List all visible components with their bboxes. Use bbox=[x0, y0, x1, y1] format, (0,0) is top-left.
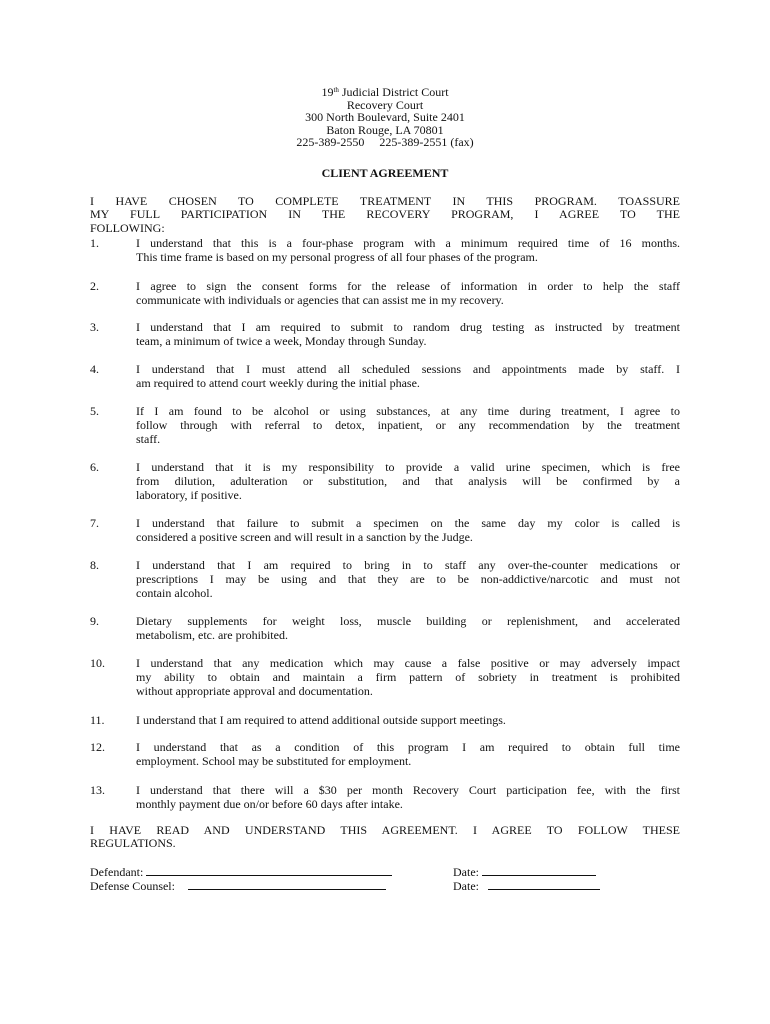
item-line: I understand that there will a $30 per month Recovery Court participation fee, with the first bbox=[136, 783, 680, 797]
street-address: 300 North Boulevard, Suite 2401 bbox=[305, 110, 465, 125]
item-line: This time frame is based on my personal progress of all four phases of the program. bbox=[136, 250, 538, 265]
item-number: 7. bbox=[90, 516, 99, 530]
item-line: I agree to sign the consent forms for the release of information in order to help the staff bbox=[136, 279, 680, 293]
court-name-text: Judicial District Court bbox=[338, 85, 449, 99]
item-number: 6. bbox=[90, 460, 99, 474]
phone-number: 225-389-2550 bbox=[296, 135, 365, 150]
item-line: I understand that I must attend all scheduled sessions and appointments made by staff. I bbox=[136, 362, 680, 376]
item-line: I understand that it is my responsibility to provide a valid urine specimen, which is free bbox=[136, 460, 680, 474]
item-number: 4. bbox=[90, 362, 99, 376]
item-line: from dilution, adulteration or substitution, and that analysis will be confirmed by a bbox=[136, 474, 680, 489]
item-text bbox=[136, 558, 680, 601]
counsel-label: Defense Counsel: bbox=[90, 879, 175, 893]
defendant-signature-field[interactable] bbox=[146, 865, 392, 876]
item-number: 11. bbox=[90, 713, 105, 727]
intro-line: I HAVE CHOSEN TO COMPLETE TREATMENT IN THIS PROGRAM. TOASSURE bbox=[90, 194, 680, 208]
court-header bbox=[0, 86, 770, 149]
item-line: Dietary supplements for weight loss, muscle building or replenishment, and accelerated bbox=[136, 614, 680, 628]
intro-line: FOLLOWING: bbox=[90, 220, 165, 235]
item-text bbox=[136, 236, 680, 264]
item-text bbox=[136, 614, 680, 642]
item-number: 13. bbox=[90, 783, 105, 797]
item-line: team, a minimum of twice a week, Monday through Sunday. bbox=[136, 334, 427, 349]
court-number: 19 bbox=[321, 85, 334, 99]
item-line: monthly payment due on/or before 60 days after intake. bbox=[136, 797, 403, 812]
item-line: follow through with referral to detox, inpatient, or any recommendation by the treatment bbox=[136, 418, 680, 433]
court-name bbox=[0, 86, 770, 99]
city-address: Baton Rouge, LA 70801 bbox=[326, 122, 444, 137]
closing-line: I HAVE READ AND UNDERSTAND THIS AGREEMENT. I AGREE TO FOLLOW THESE bbox=[90, 823, 680, 837]
item-line: laboratory, if positive. bbox=[136, 488, 242, 503]
closing-line: REGULATIONS. bbox=[90, 836, 176, 851]
item-line: without appropriate approval and documentation. bbox=[136, 684, 373, 699]
item-line: prescriptions I may be using and that they are to be non-addictive/narcotic and must not bbox=[136, 572, 680, 587]
item-line: I understand that failure to submit a specimen on the same day my color is called is bbox=[136, 516, 680, 530]
item-line: contain alcohol. bbox=[136, 586, 213, 601]
item-line: If I am found to be alcohol or using substances, at any time during treatment, I agree to bbox=[136, 404, 680, 418]
item-line: my ability to obtain and maintain a firm pattern of sobriety in treatment is prohibited bbox=[136, 670, 680, 685]
phone-line bbox=[0, 136, 770, 149]
item-line: communicate with individuals or agencies that can assist me in my recovery. bbox=[136, 293, 504, 308]
defendant-date-field[interactable] bbox=[482, 865, 596, 876]
counsel-signature-field[interactable] bbox=[188, 879, 386, 890]
item-line: I understand that as a condition of this program I am required to obtain full time bbox=[136, 740, 680, 754]
item-line: am required to attend court weekly during the initial phase. bbox=[136, 376, 420, 391]
fax-number: 225-389-2551 (fax) bbox=[379, 135, 474, 150]
item-line: employment. School may be substituted for employment. bbox=[136, 754, 412, 769]
item-text bbox=[136, 460, 680, 503]
item-number: 9. bbox=[90, 614, 99, 628]
item-number: 1. bbox=[90, 236, 99, 250]
item-text bbox=[136, 516, 680, 544]
intro-paragraph bbox=[90, 195, 680, 235]
program-name: Recovery Court bbox=[346, 97, 424, 112]
item-text bbox=[136, 783, 680, 811]
counsel-signature-line bbox=[90, 879, 386, 893]
item-line: metabolism, etc. are prohibited. bbox=[136, 628, 288, 643]
defendant-signature-line bbox=[90, 865, 392, 879]
counsel-date-field[interactable] bbox=[488, 879, 600, 890]
item-line: I understand that any medication which may cause a false positive or may adversely impact bbox=[136, 656, 680, 670]
item-number: 12. bbox=[90, 740, 105, 754]
court-ordinal: th bbox=[333, 86, 339, 94]
item-number: 2. bbox=[90, 279, 99, 293]
item-text bbox=[136, 656, 680, 699]
item-line: I understand that I am required to bring in to staff any over-the-counter medications or bbox=[136, 558, 680, 572]
item-text bbox=[136, 404, 680, 447]
item-text bbox=[136, 279, 680, 307]
item-number: 5. bbox=[90, 404, 99, 418]
item-line: I understand that I am required to attend additional outside support meetings. bbox=[136, 713, 506, 727]
closing-paragraph bbox=[90, 824, 680, 851]
intro-line: MY FULL PARTICIPATION IN THE RECOVERY PROGRAM, I AGREE TO THE bbox=[90, 207, 680, 222]
date-label: Date: bbox=[453, 865, 479, 879]
item-number: 10. bbox=[90, 656, 105, 670]
defendant-date-line bbox=[453, 865, 596, 879]
defendant-label: Defendant: bbox=[90, 865, 144, 879]
item-line: considered a positive screen and will result in a sanction by the Judge. bbox=[136, 530, 473, 545]
document-title: CLIENT AGREEMENT bbox=[321, 166, 449, 180]
item-line: staff. bbox=[136, 432, 161, 447]
item-text bbox=[136, 713, 680, 727]
item-text bbox=[136, 740, 680, 768]
date-label: Date: bbox=[453, 879, 479, 893]
item-number: 3. bbox=[90, 320, 99, 334]
item-line: I understand that this is a four-phase program with a minimum required time of 16 months. bbox=[136, 236, 680, 250]
item-line: I understand that I am required to submit to random drug testing as instructed by treatment bbox=[136, 320, 680, 334]
item-text bbox=[136, 362, 680, 390]
counsel-date-line bbox=[453, 879, 600, 893]
item-number: 8. bbox=[90, 558, 99, 572]
item-text bbox=[136, 320, 680, 348]
